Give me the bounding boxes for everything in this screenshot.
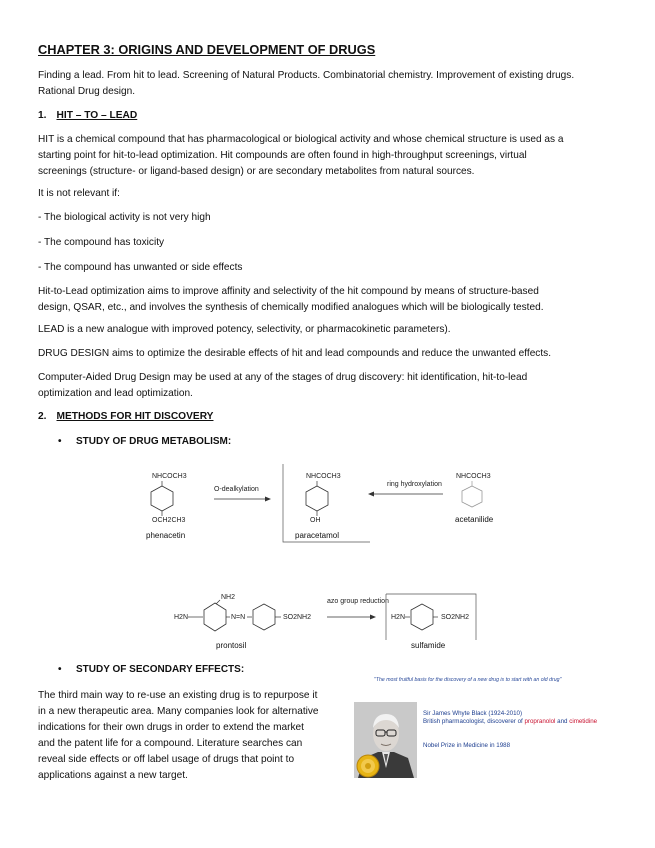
sulfamide-name: sulfamide	[411, 641, 446, 650]
repurpose-line: reveal side effects or off label usage of drugs that point to	[38, 754, 295, 765]
section-1-heading	[38, 110, 137, 121]
section-1-number: 1.	[38, 110, 47, 121]
benzene-ring-icon	[253, 604, 275, 630]
phenacetin-top-label: NHCOCH3	[152, 473, 187, 480]
section-2-number: 2.	[38, 411, 47, 422]
paracetamol-top-label: NHCOCH3	[306, 473, 341, 480]
hit-to-lead-line: Hit-to-Lead optimization aims to improve affinity and selectivity of the hit compound by means of structure-based	[38, 286, 539, 297]
azo-label: N=N	[231, 614, 246, 621]
step-azo-reduction: azo group reduction	[327, 598, 389, 605]
benzene-ring-icon	[204, 603, 226, 631]
list-item: - The biological activity is not very high	[38, 212, 211, 223]
page-title: CHAPTER 3: ORIGINS AND DEVELOPMENT OF DRUGS	[38, 42, 376, 57]
caption-desc-prefix: British pharmacologist, discoverer of	[423, 718, 523, 725]
sulfamide-h2n-label: H2N	[391, 614, 406, 621]
cadd-line: Computer-Aided Drug Design may be used at any of the stages of drug discovery: hit identification, hit-to-lead	[38, 372, 528, 383]
acetanilide-name: acetanilide	[455, 515, 494, 524]
intro-line-2: Rational Drug design.	[38, 86, 136, 97]
intro-line-1: Finding a lead. From hit to lead. Screening of Natural Products. Combinatorial chemistry. Improvement of existing drugs.	[38, 70, 575, 81]
lead-definition: LEAD is a new analogue with improved potency, selectivity, or pharmacokinetic parameters).	[38, 324, 451, 335]
hit-definition-line: HIT is a chemical compound that has pharmacological or biological activity and whose chemical structure is used as a	[38, 134, 564, 145]
repurpose-line: and the patent life for a compound. Literature searches can	[38, 738, 303, 749]
caption-name: Sir James Whyte Black (1924-2010)	[423, 710, 523, 717]
list-item: - The compound has unwanted or side effects	[38, 262, 243, 273]
acetanilide-top-label: NHCOCH3	[456, 473, 491, 480]
not-relevant-text: It is not relevant if:	[38, 188, 120, 199]
benzene-ring-icon	[411, 604, 433, 630]
step-o-dealkylation: O-dealkylation	[214, 486, 259, 493]
repurpose-line: in a new therapeutic area. Many companies look for alternative	[38, 706, 319, 717]
metabolism-scheme	[130, 458, 530, 550]
section-2-heading	[38, 411, 213, 422]
cadd-line: optimization and lead optimization.	[38, 388, 193, 399]
bullet-label: STUDY OF SECONDARY EFFECTS:	[76, 664, 245, 675]
h2n-label: H2N	[174, 614, 189, 621]
prontosil-scheme	[170, 588, 490, 656]
phenacetin-bottom-label: OCH2CH3	[152, 517, 186, 524]
section-1-title: HIT – TO – LEAD	[56, 110, 138, 121]
benzene-ring-icon	[462, 486, 482, 507]
hit-definition-line: starting point for hit-to-lead optimization. Hit compounds are often found in high-throughput screenings, virtual	[38, 150, 527, 161]
list-item: - The compound has toxicity	[38, 237, 165, 248]
nobel-medal-icon	[356, 754, 380, 778]
prontosil-name: prontosil	[216, 641, 247, 650]
repurpose-line: applications against a new target.	[38, 770, 188, 781]
bullet-icon: •	[58, 436, 62, 447]
caption-description	[423, 718, 597, 726]
drug-design-definition: DRUG DESIGN aims to optimize the desirable effects of hit and lead compounds and reduce the unwanted effects.	[38, 348, 552, 359]
step-ring-hydroxylation: ring hydroxylation	[387, 481, 442, 488]
bullet-icon: •	[58, 664, 62, 675]
so2nh2-label: SO2NH2	[283, 614, 312, 621]
paracetamol-bottom-label: OH	[310, 517, 321, 524]
repurpose-line: indications for their own drugs in order to extend the market	[38, 722, 304, 733]
drug-cimetidine: cimetidine	[569, 718, 598, 725]
paracetamol-name: paracetamol	[295, 531, 340, 540]
sulfamide-so2nh2-label: SO2NH2	[441, 614, 470, 621]
bullet-label: STUDY OF DRUG METABOLISM:	[76, 436, 232, 447]
benzene-ring-icon	[306, 486, 328, 511]
benzene-ring-icon	[151, 486, 173, 511]
caption-and: and	[557, 718, 568, 725]
bullet-secondary-effects	[58, 664, 244, 675]
hit-to-lead-line: design, QSAR, etc., and involves the synthesis of chemically modified analogues which will be biologically tested.	[38, 302, 544, 313]
caption-nobel: Nobel Prize in Medicine in 1988	[423, 742, 511, 749]
figure-quote: "The most fruitful basis for the discovery of a new drug is to start with an old drug"	[374, 677, 562, 683]
bullet-drug-metabolism	[58, 436, 231, 447]
section-2-title: METHODS FOR HIT DISCOVERY	[56, 411, 214, 422]
repurpose-line: The third main way to re-use an existing drug is to repurpose it	[38, 690, 318, 701]
hit-definition-line: screenings (structure- or ligand-based design) or are secondary metabolites from natural sources.	[38, 166, 475, 177]
drug-propranolol: propranolol	[524, 718, 556, 725]
phenacetin-name: phenacetin	[146, 531, 186, 540]
nh2-label: NH2	[221, 594, 236, 601]
